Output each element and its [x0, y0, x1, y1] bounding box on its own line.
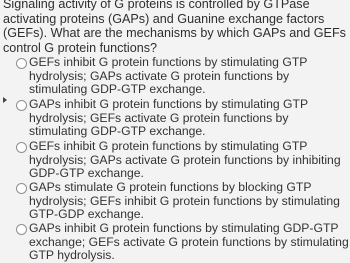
answer-option-label: GAPs inhibit G protein functions by stimulating GDP-GTP exchange; GEFs activate G protein functions by stimulating GTP hydrolysis.	[29, 221, 349, 263]
radio-button[interactable]	[16, 100, 27, 111]
question-text: Signaling activity of G proteins is controlled by GTPase activating proteins (GAPs) and Guanine exchange factors (GEFs). What are the mechanisms by which GAPs and GEFs control G protein functions?	[3, 0, 346, 55]
answer-option-3[interactable]	[16, 139, 348, 181]
radio-button[interactable]	[16, 142, 27, 153]
radio-button[interactable]	[16, 58, 27, 69]
radio-button[interactable]	[16, 224, 27, 235]
answer-option-2[interactable]	[16, 97, 348, 139]
answer-option-5[interactable]	[16, 221, 349, 263]
radio-button[interactable]	[16, 183, 27, 194]
answer-option-label: GEFs inhibit G protein functions by stimulating GTP hydrolysis; GAPs activate G protein functions by stimulating GDP-GTP exchange.	[29, 55, 308, 97]
answer-option-1[interactable]	[16, 55, 348, 97]
answer-option-label: GAPs inhibit G protein functions by stimulating GTP hydrolysis; GEFs activate G protein functions by stimulating GDP-GTP exchange.	[29, 97, 308, 139]
answer-option-label: GAPs stimulate G protein functions by blocking GTP hydrolysis; GEFs inhibit G protein functions by stimulating GTP-GDP exchange.	[29, 180, 340, 222]
pointer-arrow-icon	[3, 97, 7, 103]
answer-option-4[interactable]	[16, 180, 348, 222]
answer-option-label: GEFs inhibit G protein functions by stimulating GTP hydrolysis; GAPs activate G protein functions by inhibiting GDP-GTP exchange.	[29, 139, 341, 181]
